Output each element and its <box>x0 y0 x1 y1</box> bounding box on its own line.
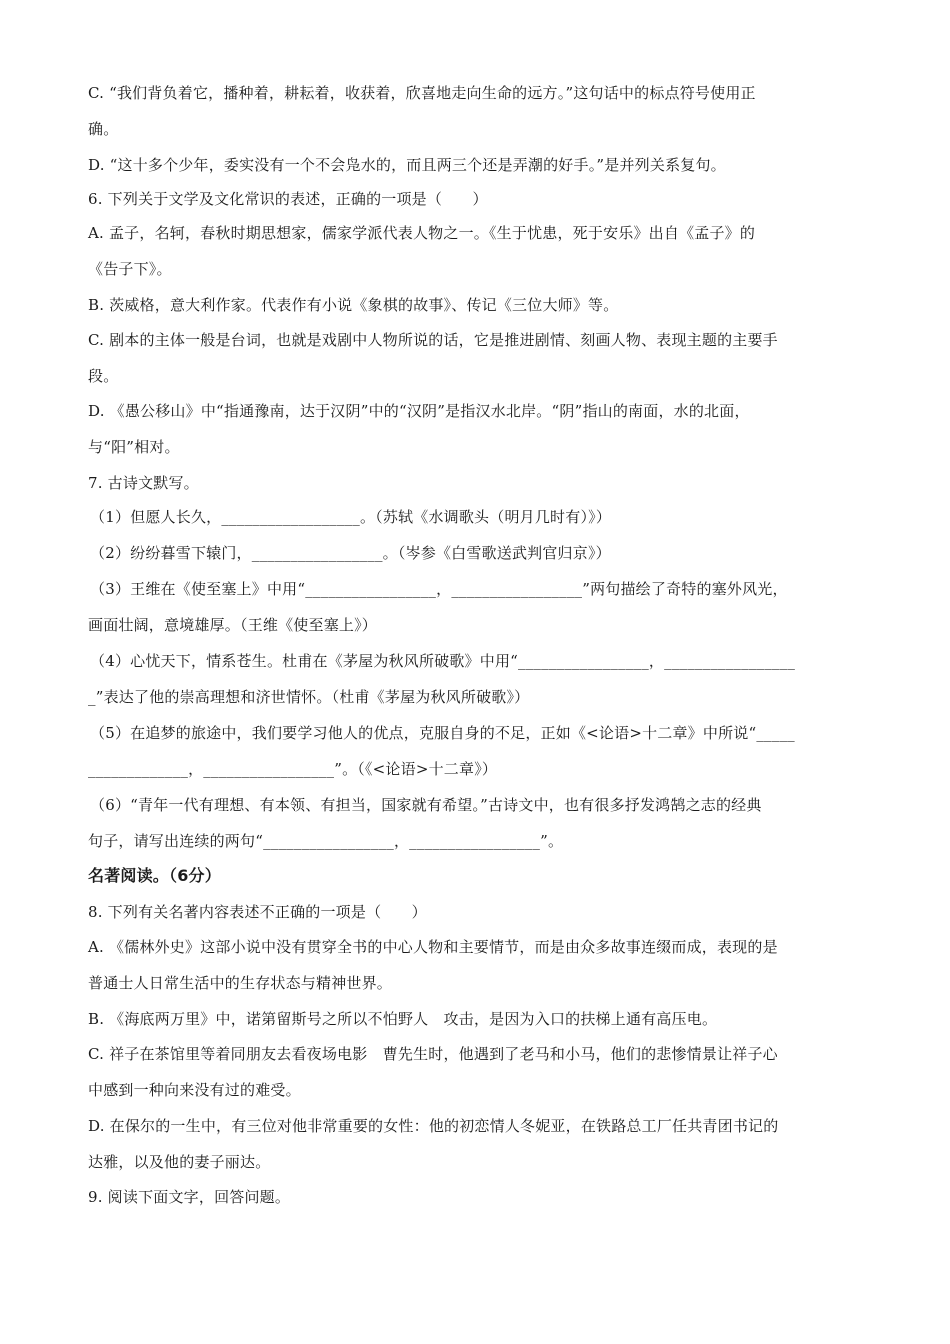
question-6-stem: 6. 下列关于文学及文化常识的表述，正确的一项是（ ） <box>88 190 488 208</box>
text-line: 《告子下》。 <box>88 260 172 278</box>
text-line: 确。 <box>88 120 119 138</box>
text-line: B. 《海底两万里》中，诺第留斯号之所以不怕野人 攻击，是因为入口的扶梯上通有高压电。 <box>88 1010 718 1028</box>
text-line: 达雅，以及他的妻子丽达。 <box>88 1153 271 1171</box>
question-8-stem: 8. 下列有关名著内容表述不正确的一项是（ ） <box>88 903 427 921</box>
text-line: C. 祥子在茶馆里等着同朋友去看夜场电影 曹先生时，他遇到了老马和小马，他们的悲惨情景让祥子心 <box>88 1045 778 1063</box>
text-line: （6）“青年一代有理想、有本领、有担当，国家就有希望。”古诗文中，也有很多抒发鸿鹄之志的经典 <box>90 796 762 814</box>
text-line: B. 茨威格，意大利作家。代表作有小说《象棋的故事》、传记《三位大师》等。 <box>88 296 619 314</box>
text-line: D. 在保尔的一生中，有三位对他非常重要的女性：他的初恋情人冬妮亚，在铁路总工厂任共青团书记的 <box>88 1117 779 1135</box>
section-heading: 名著阅读。（6分） <box>88 866 221 885</box>
text-line: C. 剧本的主体一般是台词，也就是戏剧中人物所说的话，它是推进剧情、刻画人物、表现主题的主要手 <box>88 331 778 349</box>
text-line: D. 《愚公移山》中“指通豫南，达于汉阴”中的“汉阴”是指汉水北岸。“阴”指山的南面，水的北面， <box>88 402 750 420</box>
text-line: （2）纷纷暮雪下辕门，_________________。（岑参《白雪歌送武判官归京》） <box>90 544 611 562</box>
text-line: （4）心忧天下，情系苍生。杜甫在《茅屋为秋风所破歌》中用“_________________，_________________ <box>90 652 796 670</box>
text-line: A. 《儒林外史》这部小说中没有贯穿全书的中心人物和主要情节，而是由众多故事连缀而成，表现的是 <box>88 938 778 956</box>
text-line: A. 孟子，名轲，春秋时期思想家，儒家学派代表人物之一。《生于忧患，死于安乐》出自《孟子》的 <box>88 224 756 242</box>
text-line: 画面壮阔，意境雄厚。（王维《使至塞上》） <box>88 616 378 634</box>
text-line: （1）但愿人长久，__________________。（苏轼《水调歌头（明月几时有）》） <box>90 508 612 526</box>
question-7-stem: 7. 古诗文默写。 <box>88 474 199 492</box>
text-line: 段。 <box>88 367 119 385</box>
text-line: 句子，请写出连续的两句“_________________，_________________”。 <box>88 832 564 850</box>
text-line: _”表达了他的崇高理想和济世情怀。（杜甫《茅屋为秋风所破歌》） <box>88 688 530 706</box>
text-line: （5）在追梦的旅途中，我们要学习他人的优点，克服自身的不足，正如《<论语>十二章》中所说“_____ <box>90 724 795 742</box>
text-line: C. “我们背负着它，播种着，耕耘着，收获着，欣喜地走向生命的远方。”这句话中的标点符号使用正 <box>88 84 756 102</box>
text-line: （3）王维在《使至塞上》中用“_________________，_________________”两句描绘了奇特的塞外风光， <box>90 580 788 598</box>
text-line: D. “这十多个少年，委实没有一个不会凫水的，而且两三个还是弄潮的好手。”是并列关系复句。 <box>88 156 726 174</box>
text-line: 与“阳”相对。 <box>88 438 180 456</box>
text-line: _____________，_________________”。（《<论语>十二章》） <box>88 760 498 778</box>
text-line: 普通士人日常生活中的生存状态与精神世界。 <box>88 974 393 992</box>
text-line: 中感到一种向来没有过的难受。 <box>88 1081 301 1099</box>
question-9-stem: 9. 阅读下面文字，回答问题。 <box>88 1188 291 1206</box>
